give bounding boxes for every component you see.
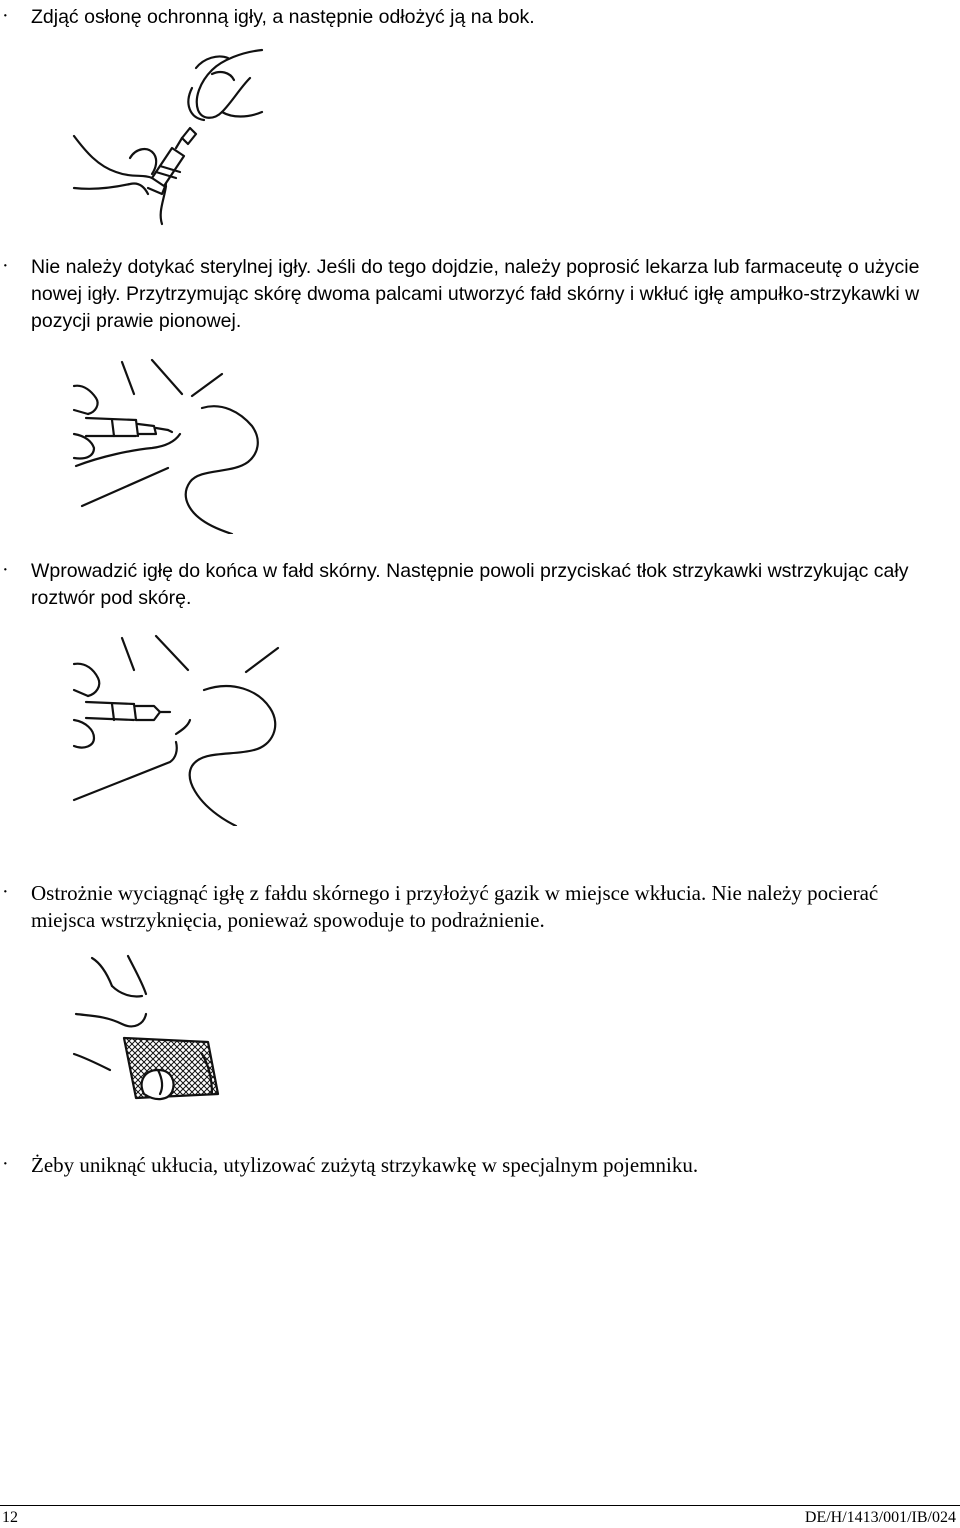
step-3-text: Wprowadzić igłę do końca w fałd skórny. Następnie powoli przyciskać tłok strzykawki wstrzykując cały roztwór pod skórę. [31,560,909,609]
press-plunger-illustration [72,634,287,826]
step-5 [0,1152,940,1179]
step-5-text: Żeby uniknąć ukłucia, utylizować zużytą strzykawkę w specjalnym pojemniku. [31,1153,699,1177]
apply-swab-illustration [72,954,224,1106]
step-1-text: Zdjąć osłonę ochronną igły, a następnie odłożyć ją na bok. [31,6,535,28]
remove-needle-cap-illustration [72,48,267,228]
page-footer [0,1505,960,1528]
step-2-text: Nie należy dotykać sterylnej igły. Jeśli do tego dojdzie, należy poprosić lekarza lub farmaceutę o użycie nowej igły. Przytrzymując skórę dwoma palcami utworzyć fałd skórny i wkłuć igłę ampułko-strzykawki w pozycji prawie pionowej. [31,256,920,332]
bullet: · [2,1153,9,1175]
document-code: DE/H/1413/001/IB/024 [804,1509,956,1526]
page-number: 12 [2,1509,18,1526]
insert-needle-skin-fold-illustration [72,356,267,534]
step-1 [0,4,940,31]
step-2 [0,254,940,335]
bullet: · [2,255,9,277]
bullet: · [2,881,9,903]
step-4-text: Ostrożnie wyciągnąć igłę z fałdu skórnego i przyłożyć gazik w miejsce wkłucia. Nie należy pocierać miejsca wstrzyknięcia, ponieważ spowoduje to podrażnienie. [31,881,879,932]
bullet: · [2,559,9,581]
step-3 [0,558,940,612]
step-4 [0,880,940,934]
bullet: · [2,5,9,27]
